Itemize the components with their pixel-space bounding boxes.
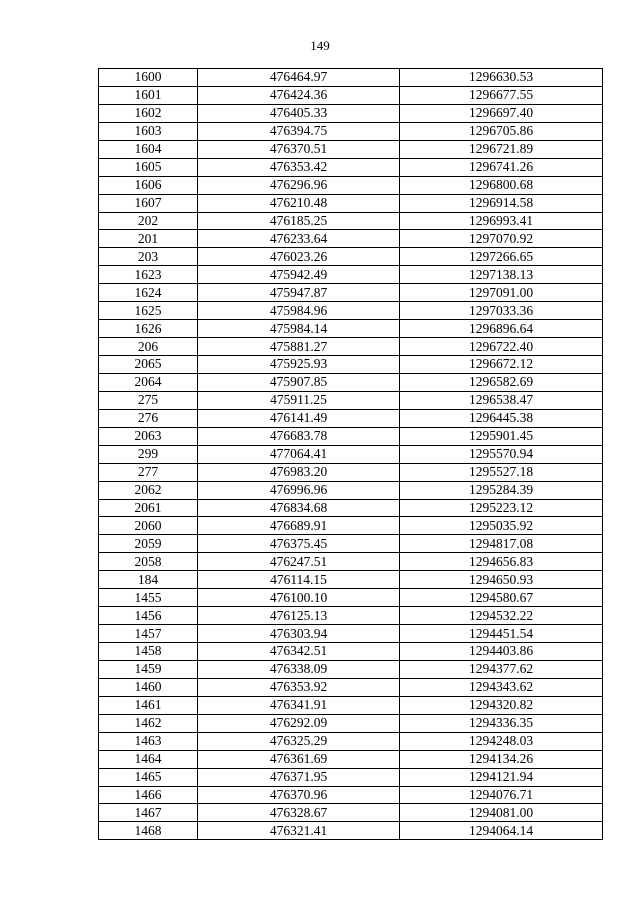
table-row [99, 714, 603, 732]
x-coordinate-cell: 476370.96 [198, 786, 400, 804]
table-row [99, 643, 603, 661]
y-coordinate-cell: 1295284.39 [400, 481, 603, 499]
y-coordinate-cell: 1296582.69 [400, 373, 603, 391]
coordinates-table-body [99, 69, 603, 840]
table-row [99, 571, 603, 589]
table-row [99, 176, 603, 194]
y-coordinate-cell: 1296722.40 [400, 338, 603, 356]
x-coordinate-cell: 476394.75 [198, 122, 400, 140]
x-coordinate-cell: 476303.94 [198, 625, 400, 643]
table-row [99, 338, 603, 356]
point-id-cell: 202 [99, 212, 198, 230]
point-id-cell: 1623 [99, 266, 198, 284]
table-row [99, 822, 603, 840]
point-id-cell: 1458 [99, 643, 198, 661]
y-coordinate-cell: 1294320.82 [400, 696, 603, 714]
y-coordinate-cell: 1296677.55 [400, 86, 603, 104]
x-coordinate-cell: 476983.20 [198, 463, 400, 481]
y-coordinate-cell: 1295901.45 [400, 427, 603, 445]
table-row [99, 86, 603, 104]
point-id-cell: 1460 [99, 678, 198, 696]
x-coordinate-cell: 476125.13 [198, 607, 400, 625]
y-coordinate-cell: 1297138.13 [400, 266, 603, 284]
table-row [99, 373, 603, 391]
y-coordinate-cell: 1294343.62 [400, 678, 603, 696]
point-id-cell: 1459 [99, 660, 198, 678]
table-row [99, 786, 603, 804]
point-id-cell: 1467 [99, 804, 198, 822]
table-row [99, 140, 603, 158]
y-coordinate-cell: 1294650.93 [400, 571, 603, 589]
table-row [99, 660, 603, 678]
point-id-cell: 2060 [99, 517, 198, 535]
coordinates-table [98, 68, 603, 840]
x-coordinate-cell: 476210.48 [198, 194, 400, 212]
x-coordinate-cell: 476141.49 [198, 409, 400, 427]
x-coordinate-cell: 476405.33 [198, 104, 400, 122]
x-coordinate-cell: 476375.45 [198, 535, 400, 553]
table-row [99, 499, 603, 517]
point-id-cell: 1625 [99, 302, 198, 320]
y-coordinate-cell: 1294081.00 [400, 804, 603, 822]
point-id-cell: 1602 [99, 104, 198, 122]
point-id-cell: 2058 [99, 553, 198, 571]
x-coordinate-cell: 476689.91 [198, 517, 400, 535]
y-coordinate-cell: 1294817.08 [400, 535, 603, 553]
point-id-cell: 201 [99, 230, 198, 248]
point-id-cell: 2061 [99, 499, 198, 517]
table-row [99, 356, 603, 374]
x-coordinate-cell: 476353.92 [198, 678, 400, 696]
x-coordinate-cell: 476292.09 [198, 714, 400, 732]
y-coordinate-cell: 1294121.94 [400, 768, 603, 786]
table-row [99, 212, 603, 230]
table-row [99, 553, 603, 571]
table-row [99, 696, 603, 714]
y-coordinate-cell: 1294076.71 [400, 786, 603, 804]
table-row [99, 320, 603, 338]
table-row [99, 750, 603, 768]
point-id-cell: 1465 [99, 768, 198, 786]
table-row [99, 463, 603, 481]
table-row [99, 158, 603, 176]
x-coordinate-cell: 476338.09 [198, 660, 400, 678]
table-row [99, 481, 603, 499]
x-coordinate-cell: 476353.42 [198, 158, 400, 176]
x-coordinate-cell: 476296.96 [198, 176, 400, 194]
x-coordinate-cell: 476185.25 [198, 212, 400, 230]
y-coordinate-cell: 1295527.18 [400, 463, 603, 481]
y-coordinate-cell: 1296705.86 [400, 122, 603, 140]
y-coordinate-cell: 1294403.86 [400, 643, 603, 661]
point-id-cell: 1462 [99, 714, 198, 732]
table-row [99, 194, 603, 212]
x-coordinate-cell: 476328.67 [198, 804, 400, 822]
y-coordinate-cell: 1296800.68 [400, 176, 603, 194]
point-id-cell: 275 [99, 391, 198, 409]
point-id-cell: 1604 [99, 140, 198, 158]
point-id-cell: 184 [99, 571, 198, 589]
point-id-cell: 203 [99, 248, 198, 266]
point-id-cell: 1600 [99, 69, 198, 87]
point-id-cell: 1468 [99, 822, 198, 840]
y-coordinate-cell: 1295570.94 [400, 445, 603, 463]
x-coordinate-cell: 476370.51 [198, 140, 400, 158]
x-coordinate-cell: 476341.91 [198, 696, 400, 714]
table-row [99, 768, 603, 786]
point-id-cell: 1626 [99, 320, 198, 338]
x-coordinate-cell: 477064.41 [198, 445, 400, 463]
point-id-cell: 1466 [99, 786, 198, 804]
y-coordinate-cell: 1295223.12 [400, 499, 603, 517]
table-row [99, 589, 603, 607]
point-id-cell: 1455 [99, 589, 198, 607]
y-coordinate-cell: 1294336.35 [400, 714, 603, 732]
y-coordinate-cell: 1294451.54 [400, 625, 603, 643]
x-coordinate-cell: 476464.97 [198, 69, 400, 87]
point-id-cell: 1457 [99, 625, 198, 643]
x-coordinate-cell: 475984.14 [198, 320, 400, 338]
table-row [99, 678, 603, 696]
table-row [99, 427, 603, 445]
x-coordinate-cell: 476325.29 [198, 732, 400, 750]
x-coordinate-cell: 476023.26 [198, 248, 400, 266]
table-row [99, 804, 603, 822]
y-coordinate-cell: 1294532.22 [400, 607, 603, 625]
y-coordinate-cell: 1296896.64 [400, 320, 603, 338]
point-id-cell: 1606 [99, 176, 198, 194]
table-row [99, 732, 603, 750]
point-id-cell: 1463 [99, 732, 198, 750]
y-coordinate-cell: 1296538.47 [400, 391, 603, 409]
table-row [99, 625, 603, 643]
table-row [99, 284, 603, 302]
x-coordinate-cell: 476247.51 [198, 553, 400, 571]
table-row [99, 266, 603, 284]
point-id-cell: 1624 [99, 284, 198, 302]
table-row [99, 445, 603, 463]
point-id-cell: 2065 [99, 356, 198, 374]
y-coordinate-cell: 1297033.36 [400, 302, 603, 320]
point-id-cell: 1461 [99, 696, 198, 714]
table-row [99, 535, 603, 553]
y-coordinate-cell: 1294377.62 [400, 660, 603, 678]
table-row [99, 122, 603, 140]
point-id-cell: 2059 [99, 535, 198, 553]
point-id-cell: 277 [99, 463, 198, 481]
y-coordinate-cell: 1296697.40 [400, 104, 603, 122]
point-id-cell: 1456 [99, 607, 198, 625]
point-id-cell: 299 [99, 445, 198, 463]
table-row [99, 104, 603, 122]
x-coordinate-cell: 475925.93 [198, 356, 400, 374]
x-coordinate-cell: 475907.85 [198, 373, 400, 391]
page-number: 149 [310, 38, 330, 53]
y-coordinate-cell: 1296741.26 [400, 158, 603, 176]
table-row [99, 409, 603, 427]
table-row [99, 607, 603, 625]
x-coordinate-cell: 476683.78 [198, 427, 400, 445]
y-coordinate-cell: 1296445.38 [400, 409, 603, 427]
y-coordinate-cell: 1297266.65 [400, 248, 603, 266]
y-coordinate-cell: 1295035.92 [400, 517, 603, 535]
point-id-cell: 2064 [99, 373, 198, 391]
point-id-cell: 1464 [99, 750, 198, 768]
y-coordinate-cell: 1297091.00 [400, 284, 603, 302]
table-row [99, 302, 603, 320]
x-coordinate-cell: 476834.68 [198, 499, 400, 517]
table-row [99, 248, 603, 266]
point-id-cell: 2062 [99, 481, 198, 499]
point-id-cell: 1607 [99, 194, 198, 212]
y-coordinate-cell: 1296672.12 [400, 356, 603, 374]
table-row [99, 69, 603, 87]
point-id-cell: 1605 [99, 158, 198, 176]
point-id-cell: 1601 [99, 86, 198, 104]
point-id-cell: 2063 [99, 427, 198, 445]
x-coordinate-cell: 475947.87 [198, 284, 400, 302]
y-coordinate-cell: 1294656.83 [400, 553, 603, 571]
y-coordinate-cell: 1296914.58 [400, 194, 603, 212]
x-coordinate-cell: 476996.96 [198, 481, 400, 499]
y-coordinate-cell: 1294580.67 [400, 589, 603, 607]
x-coordinate-cell: 475881.27 [198, 338, 400, 356]
y-coordinate-cell: 1296630.53 [400, 69, 603, 87]
x-coordinate-cell: 476114.15 [198, 571, 400, 589]
x-coordinate-cell: 476100.10 [198, 589, 400, 607]
x-coordinate-cell: 476361.69 [198, 750, 400, 768]
point-id-cell: 206 [99, 338, 198, 356]
y-coordinate-cell: 1294064.14 [400, 822, 603, 840]
y-coordinate-cell: 1296993.41 [400, 212, 603, 230]
table-row [99, 230, 603, 248]
x-coordinate-cell: 476321.41 [198, 822, 400, 840]
table-row [99, 391, 603, 409]
point-id-cell: 276 [99, 409, 198, 427]
x-coordinate-cell: 475984.96 [198, 302, 400, 320]
x-coordinate-cell: 476371.95 [198, 768, 400, 786]
x-coordinate-cell: 476233.64 [198, 230, 400, 248]
x-coordinate-cell: 475911.25 [198, 391, 400, 409]
table-row [99, 517, 603, 535]
y-coordinate-cell: 1296721.89 [400, 140, 603, 158]
y-coordinate-cell: 1297070.92 [400, 230, 603, 248]
y-coordinate-cell: 1294248.03 [400, 732, 603, 750]
x-coordinate-cell: 476424.36 [198, 86, 400, 104]
x-coordinate-cell: 476342.51 [198, 643, 400, 661]
y-coordinate-cell: 1294134.26 [400, 750, 603, 768]
point-id-cell: 1603 [99, 122, 198, 140]
x-coordinate-cell: 475942.49 [198, 266, 400, 284]
